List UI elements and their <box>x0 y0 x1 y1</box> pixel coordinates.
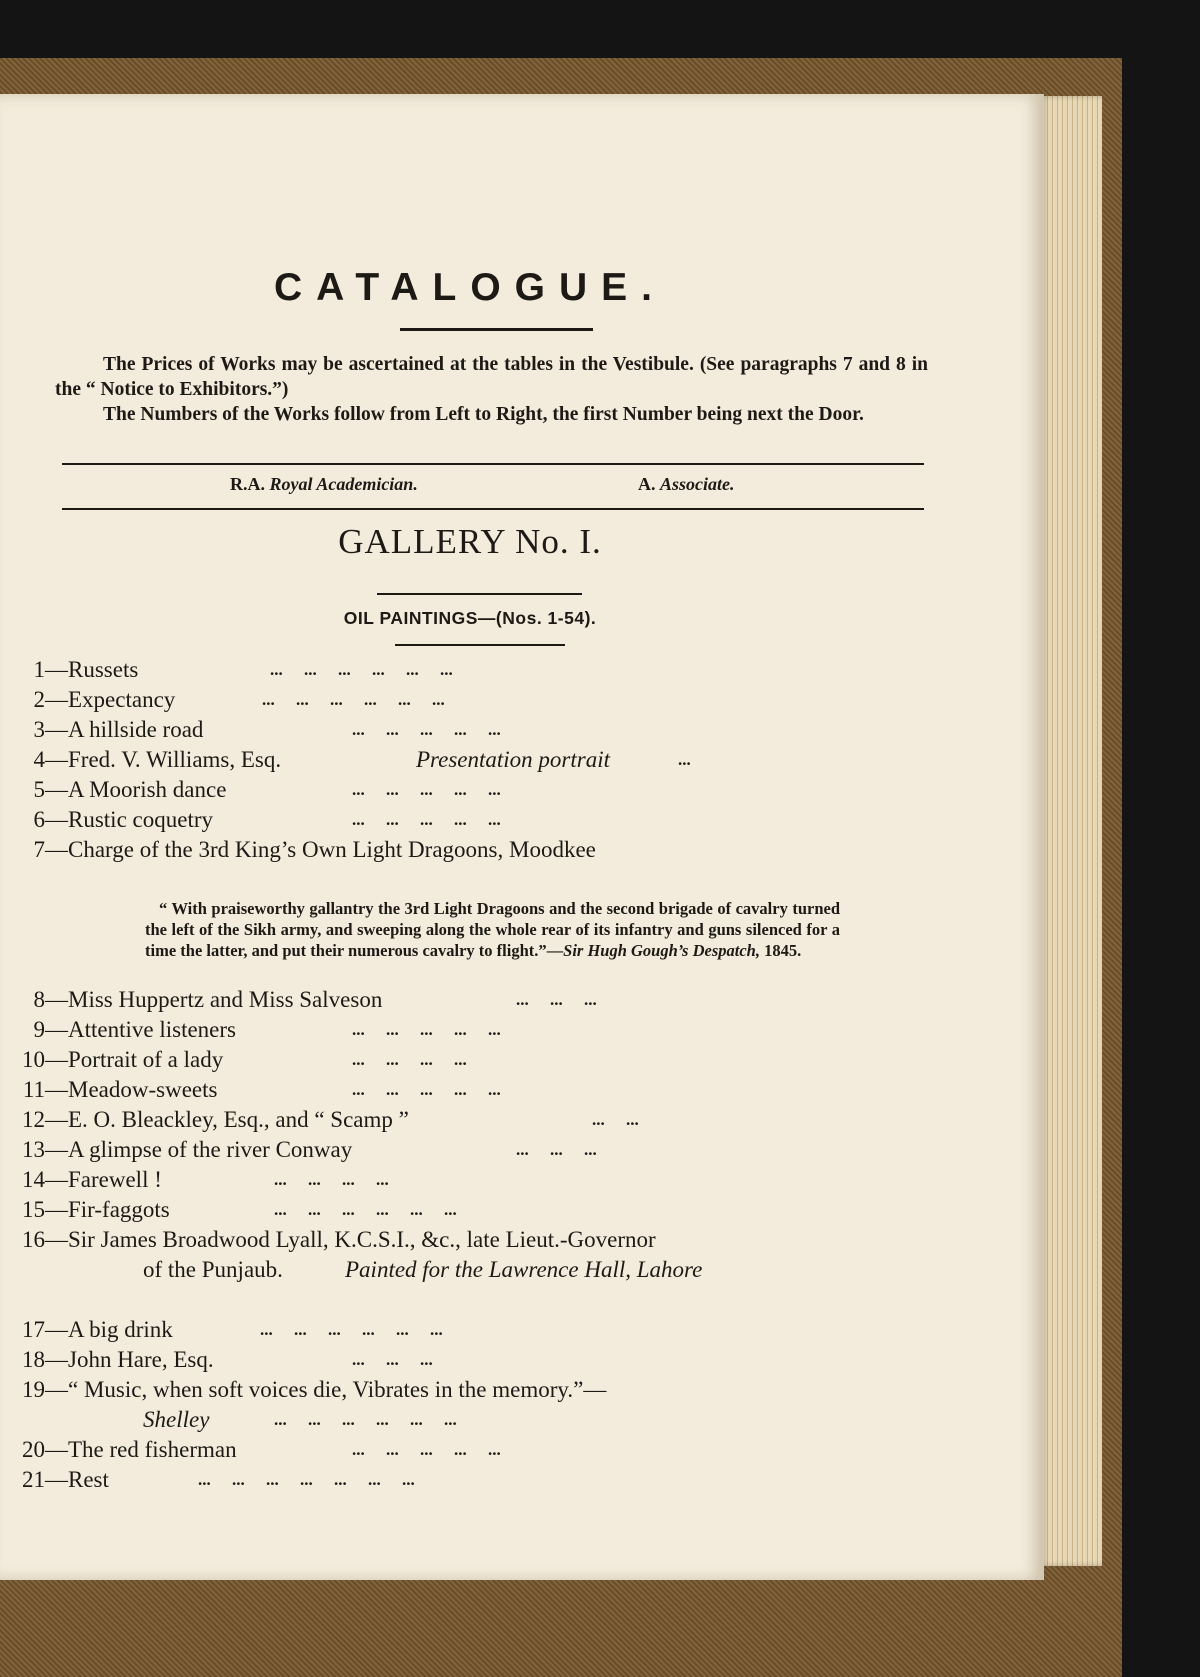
entry-title: Meadow-sweets <box>68 1077 218 1102</box>
catalogue-entry <box>0 746 281 774</box>
entry-title: E. O. Bleackley, Esq., and “ Scamp ” <box>68 1107 409 1132</box>
leader-dots: ... ... ... ... <box>352 1050 467 1069</box>
entry-title: Portrait of a lady <box>68 1047 224 1072</box>
entry-title: Attentive listeners <box>68 1017 236 1042</box>
entry-title-continued: Shelley <box>143 1407 210 1432</box>
entry-number: 21— <box>22 1467 68 1492</box>
catalogue-entry <box>0 806 213 834</box>
catalogue-entry <box>0 1046 223 1074</box>
entry-title: Farewell ! <box>68 1167 162 1192</box>
catalogue-entry <box>0 1196 170 1224</box>
entry-title: Russets <box>68 657 139 682</box>
leader-dots: ... ... ... ... ... <box>352 1440 501 1459</box>
leader-dots: ... ... ... <box>352 1350 433 1369</box>
catalogue-entry <box>0 986 382 1014</box>
entry-title: Rest <box>68 1467 109 1492</box>
leader-dots: ... ... ... ... ... ... <box>262 690 445 709</box>
abbreviation-rule-bottom <box>62 508 924 510</box>
entry-title: A big drink <box>68 1317 173 1342</box>
leader-dots: ... <box>678 750 691 769</box>
abbreviation-ra-code: R.A. <box>230 474 265 494</box>
entry-title: Charge of the 3rd King’s Own Light Dragoons, Moodkee <box>68 837 596 862</box>
entry-number: 7— <box>33 837 68 862</box>
leader-dots: ... ... ... ... <box>274 1170 389 1189</box>
leader-dots: ... ... ... ... ... ... <box>274 1200 457 1219</box>
catalogue-entry <box>0 686 175 714</box>
entry-subtitle: Painted for the Lawrence Hall, Lahore <box>345 1257 703 1282</box>
quotation-source: Sir Hugh Gough’s Despatch, <box>563 941 760 960</box>
entry-title: A Moorish dance <box>68 777 227 802</box>
entry-title: The red fisherman <box>68 1437 237 1462</box>
page-title: CATALOGUE. <box>273 266 667 309</box>
quotation-year: 1845. <box>764 941 802 960</box>
catalogue-entry <box>0 1076 217 1104</box>
entry-number: 6— <box>33 807 68 832</box>
entry-number: 9— <box>33 1017 68 1042</box>
title-rule <box>400 328 593 331</box>
entry-quotation <box>145 898 840 961</box>
entry-number: 1— <box>33 657 68 682</box>
section-heading: OIL PAINTINGS—(Nos. 1-54). <box>343 608 597 628</box>
entry-title: Expectancy <box>68 687 176 712</box>
catalogue-entry <box>0 656 138 684</box>
catalogue-entry <box>0 1016 236 1044</box>
entry-title: Miss Huppertz and Miss Salveson <box>68 987 383 1012</box>
leader-dots: ... ... ... ... ... ... ... <box>198 1470 415 1489</box>
catalogue-entry <box>0 1106 409 1134</box>
numbers-note: The Numbers of the Works follow from Left to Right, the first Number being next the Door. <box>103 404 864 425</box>
leader-dots: ... ... ... ... ... <box>352 720 501 739</box>
entry-number: 13— <box>22 1137 68 1162</box>
entry-number: 18— <box>22 1347 68 1372</box>
entry-title: Fred. V. Williams, Esq. <box>68 747 282 772</box>
entry-title: Rustic coquetry <box>68 807 213 832</box>
entry-title: “ Music, when soft voices die, Vibrates in the memory.”— <box>68 1377 607 1402</box>
abbreviation-a-code: A. <box>638 474 656 494</box>
entry-number: 3— <box>33 717 68 742</box>
catalogue-entry <box>0 776 226 804</box>
entry-number: 17— <box>22 1317 68 1342</box>
leader-dots: ... ... ... ... ... ... <box>274 1410 457 1429</box>
entry-subtitle: Presentation portrait <box>416 747 611 772</box>
catalogue-entry <box>0 1166 162 1194</box>
entry-number: 2— <box>33 687 68 712</box>
leader-dots: ... ... <box>592 1110 639 1129</box>
page-edges <box>1040 96 1102 1566</box>
catalogue-entry <box>0 1436 237 1464</box>
abbreviation-ra-meaning: Royal Academician. <box>269 474 418 494</box>
entry-number: 10— <box>22 1047 68 1072</box>
catalogue-entry <box>0 1466 109 1494</box>
gallery-rule <box>377 593 582 595</box>
entry-number: 8— <box>33 987 68 1012</box>
quotation-text: “ With praiseworthy gallantry the 3rd Light Dragoons and the second brigade of cavalry turned the left of the Sikh army, and sweeping along the whole rear of its infantry and guns silenced for a time the latter, and put their numerous cavalry to flight.”— <box>145 899 840 960</box>
entry-number: 20— <box>22 1437 68 1462</box>
catalogue-entry <box>0 1226 656 1254</box>
catalogue-entry <box>0 1376 606 1404</box>
entry-number: 16— <box>22 1227 68 1252</box>
leader-dots: ... ... ... ... ... ... <box>270 660 453 679</box>
abbreviation-ra <box>230 474 418 495</box>
entry-number: 15— <box>22 1197 68 1222</box>
entry-number: 11— <box>22 1077 68 1102</box>
entry-title: A glimpse of the river Conway <box>68 1137 353 1162</box>
entry-title: Fir-faggots <box>68 1197 170 1222</box>
catalogue-entry <box>0 836 596 864</box>
catalogue-entry <box>0 1136 352 1164</box>
leader-dots: ... ... ... ... ... <box>352 810 501 829</box>
leader-dots: ... ... ... ... ... <box>352 780 501 799</box>
catalogue-entry <box>0 716 203 744</box>
entry-number: 5— <box>33 777 68 802</box>
entry-number: 12— <box>22 1107 68 1132</box>
prices-note: The Prices of Works may be ascertained at the tables in the Vestibule. (See paragraphs 7 and 8 in the “ Notice to Exhibitors.”) <box>55 354 928 400</box>
entry-number: 14— <box>22 1167 68 1192</box>
entry-number: 19— <box>22 1377 68 1402</box>
leader-dots: ... ... ... ... ... <box>352 1080 501 1099</box>
entry-title-continued: of the Punjaub. <box>143 1257 283 1282</box>
gallery-heading: GALLERY No. I. <box>338 522 602 561</box>
section-rule <box>395 644 565 646</box>
entry-title: John Hare, Esq. <box>68 1347 214 1372</box>
abbreviation-a <box>638 474 735 495</box>
abbreviation-rule-top <box>62 463 924 465</box>
leader-dots: ... ... ... ... ... ... <box>260 1320 443 1339</box>
leader-dots: ... ... ... <box>516 1140 597 1159</box>
entry-title: A hillside road <box>68 717 204 742</box>
leader-dots: ... ... ... ... ... <box>352 1020 501 1039</box>
catalogue-entry <box>0 1316 173 1344</box>
entry-title: Sir James Broadwood Lyall, K.C.S.I., &c., late Lieut.-Governor <box>68 1227 656 1252</box>
abbreviation-a-meaning: Associate. <box>660 474 735 494</box>
leader-dots: ... ... ... <box>516 990 597 1009</box>
catalogue-entry <box>0 1346 214 1374</box>
entry-number: 4— <box>33 747 68 772</box>
catalogue-page <box>0 94 1044 1580</box>
